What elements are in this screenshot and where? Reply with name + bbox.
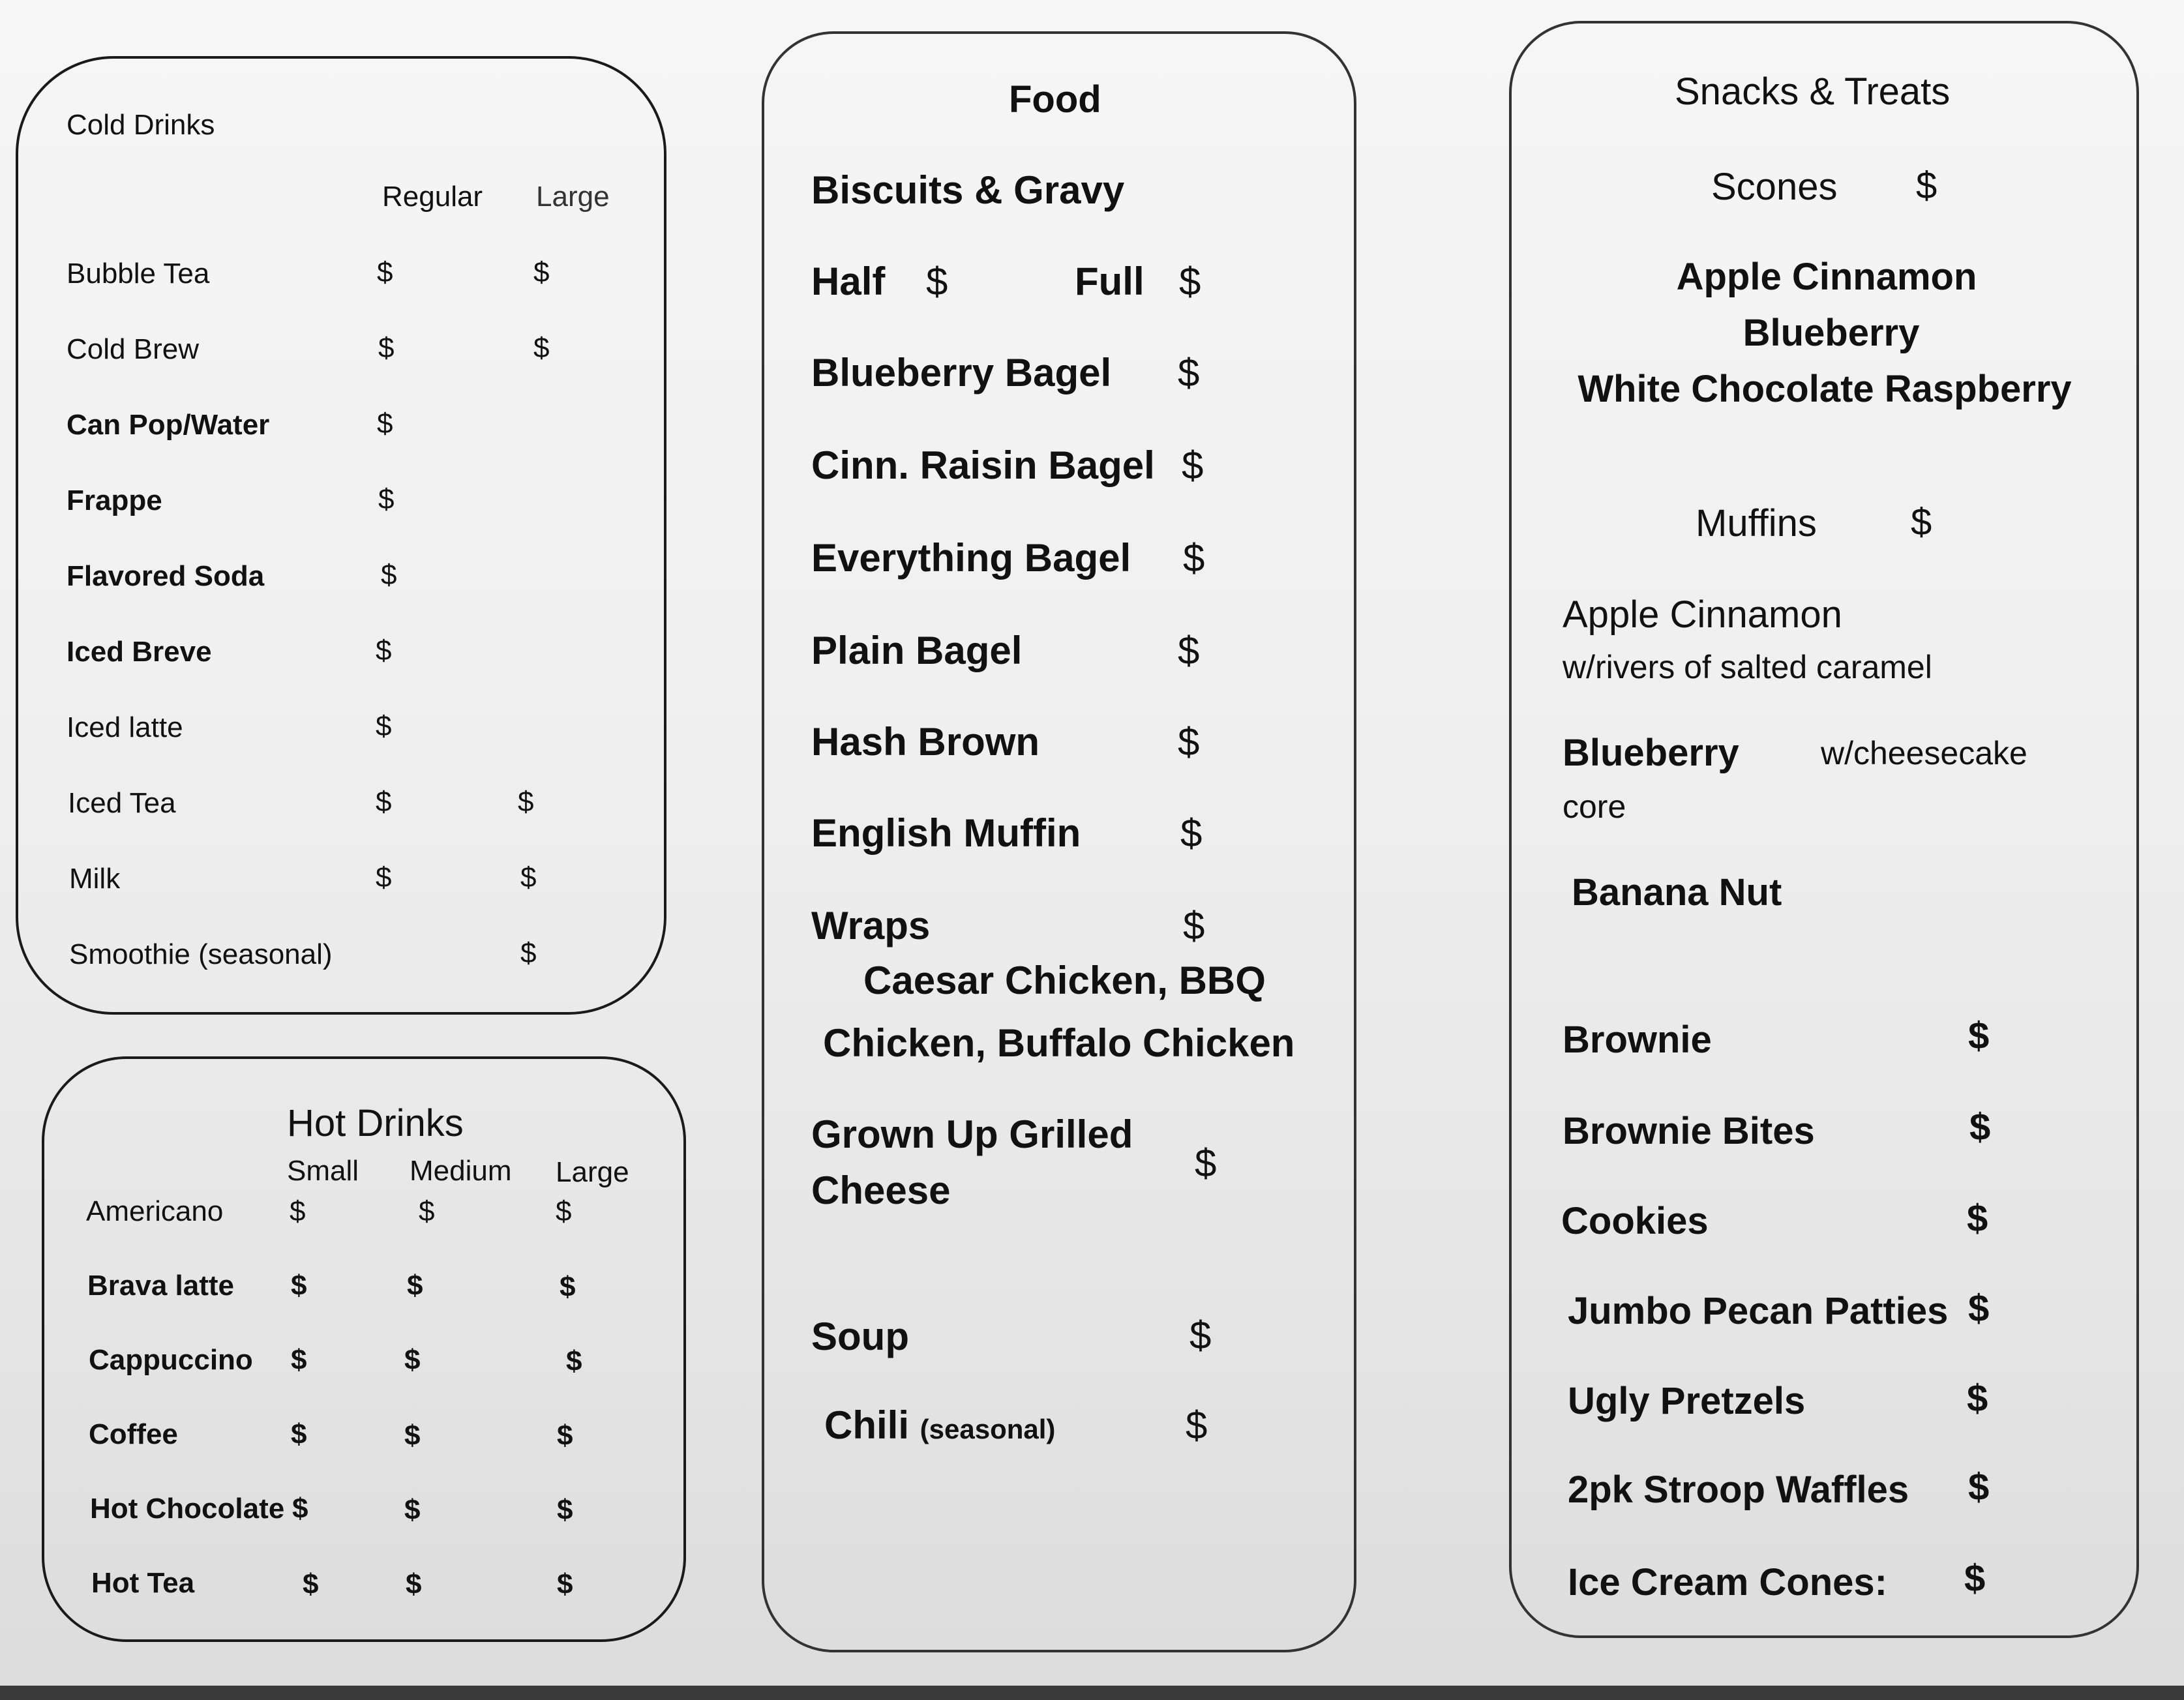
item-english-muffin: English Muffin: [811, 811, 1081, 855]
muffin-blueberry: Blueberry: [1563, 732, 1739, 774]
item-frappe: Frappe: [67, 485, 162, 516]
price-large: $: [520, 861, 537, 893]
col-header-large: Large: [556, 1156, 629, 1188]
price-small: $: [303, 1568, 319, 1600]
price-regular: $: [378, 483, 395, 515]
price-regular: $: [376, 710, 392, 742]
item-chili: [824, 1403, 1056, 1447]
price-regular: $: [376, 786, 392, 818]
item-americano: Americano: [86, 1195, 224, 1227]
biscuits-full-label: Full: [1075, 260, 1144, 303]
price-regular: $: [377, 256, 393, 288]
price: $: [1189, 1313, 1212, 1357]
price: $: [1911, 501, 1932, 543]
price: $: [1968, 1466, 1990, 1508]
price: $: [1178, 629, 1200, 672]
price: $: [1180, 811, 1203, 855]
item-cookies: Cookies: [1561, 1200, 1709, 1242]
price: $: [1968, 1287, 1990, 1330]
price: $: [1968, 1015, 1990, 1057]
item-hot-chocolate: Hot Chocolate: [90, 1493, 285, 1525]
food-panel: [762, 31, 1356, 1652]
muffin-apple-cinnamon: Apple Cinnamon: [1563, 593, 1842, 636]
item-jumbo-pecan-patties: Jumbo Pecan Patties: [1568, 1290, 1949, 1332]
item-hash-brown: Hash Brown: [811, 720, 1040, 764]
item-brownie-bites: Brownie Bites: [1563, 1110, 1815, 1152]
price-large: $: [518, 786, 534, 818]
item-flavored-soda: Flavored Soda: [67, 560, 265, 592]
item-everything-bagel: Everything Bagel: [811, 536, 1131, 580]
hot-drinks-title: Hot Drinks: [287, 1102, 464, 1144]
item-cinn-raisin-bagel: Cinn. Raisin Bagel: [811, 443, 1155, 487]
item-biscuits-gravy: Biscuits & Gravy: [811, 168, 1125, 212]
price: $: [1916, 164, 1937, 207]
price: $: [1186, 1403, 1208, 1447]
price-medium: $: [404, 1494, 421, 1526]
price: $: [1182, 443, 1204, 487]
cold-drinks-title: Cold Drinks: [67, 109, 215, 141]
price-large: $: [533, 332, 550, 364]
item-milk: Milk: [69, 863, 121, 895]
wraps-options-line1: Caesar Chicken, BBQ: [863, 959, 1266, 1002]
price: $: [1178, 351, 1200, 395]
item-iced-latte: Iced latte: [67, 711, 183, 743]
price-large: $: [566, 1345, 582, 1377]
snacks-treats-panel: [1509, 21, 2139, 1638]
price: $: [1967, 1197, 1988, 1240]
price-small: $: [291, 1344, 307, 1376]
muffin-apple-note: w/rivers of salted caramel: [1563, 649, 1932, 685]
cold-drinks-panel: [16, 56, 666, 1015]
item-coffee: Coffee: [89, 1418, 178, 1450]
muffin-banana-nut: Banana Nut: [1572, 871, 1782, 914]
biscuits-half-label: Half: [811, 260, 886, 303]
price: $: [1183, 536, 1205, 580]
item-brownie: Brownie: [1563, 1019, 1712, 1061]
price-medium: $: [404, 1344, 421, 1376]
price-large: $: [556, 1195, 572, 1227]
hot-drinks-panel: [42, 1056, 686, 1642]
price: $: [1967, 1377, 1988, 1420]
chili-name: Chili: [824, 1403, 909, 1447]
price: $: [1195, 1141, 1217, 1185]
scone-flavor: Blueberry: [1743, 312, 1920, 354]
price-medium: $: [406, 1568, 422, 1600]
price: $: [1183, 904, 1205, 947]
price-large: $: [533, 256, 550, 288]
item-ice-cream-cones: Ice Cream Cones:: [1568, 1561, 1887, 1603]
price: $: [1178, 720, 1200, 764]
chili-note: (seasonal): [920, 1414, 1056, 1444]
muffin-blueberry-note2: core: [1563, 788, 1626, 825]
item-can-pop-water: Can Pop/Water: [67, 409, 270, 441]
price-small: $: [290, 1195, 306, 1227]
price-large: $: [557, 1494, 573, 1526]
price-small: $: [291, 1418, 307, 1450]
price-regular: $: [376, 634, 392, 666]
item-wraps: Wraps: [811, 904, 931, 947]
item-ugly-pretzels: Ugly Pretzels: [1568, 1380, 1806, 1422]
item-soup: Soup: [811, 1315, 909, 1358]
price-regular: $: [378, 332, 395, 364]
snacks-title: Snacks & Treats: [1675, 70, 1951, 113]
price: $: [1969, 1106, 1991, 1148]
scone-flavor: Apple Cinnamon: [1676, 256, 1977, 298]
price: $: [1964, 1557, 1986, 1600]
wraps-options-line2: Chicken, Buffalo Chicken: [823, 1021, 1295, 1065]
item-grilled-cheese-line1: Grown Up Grilled: [811, 1112, 1133, 1156]
item-grilled-cheese-line2: Cheese: [811, 1169, 951, 1212]
price-small: $: [291, 1270, 307, 1302]
scone-flavor: White Chocolate Raspberry: [1578, 368, 2072, 410]
item-stroop-waffles: 2pk Stroop Waffles: [1568, 1469, 1909, 1511]
item-cold-brew: Cold Brew: [67, 333, 199, 365]
item-scones: Scones: [1711, 166, 1838, 208]
item-iced-tea: Iced Tea: [68, 787, 176, 819]
price-large: $: [557, 1568, 573, 1600]
price-large: $: [557, 1420, 573, 1452]
item-blueberry-bagel: Blueberry Bagel: [811, 351, 1112, 395]
item-iced-breve: Iced Breve: [67, 636, 212, 668]
price-large: $: [560, 1271, 576, 1303]
col-header-medium: Medium: [410, 1155, 512, 1187]
muffin-blueberry-note: w/cheesecake: [1821, 735, 2027, 771]
food-title: Food: [1009, 78, 1101, 121]
price-medium: $: [407, 1270, 423, 1302]
item-smoothie: Smoothie (seasonal): [69, 938, 333, 970]
desk-edge: [0, 1686, 2184, 1700]
biscuits-full-price: $: [1179, 260, 1201, 303]
price-regular: $: [376, 861, 392, 893]
item-brava-latte: Brava latte: [87, 1270, 235, 1302]
item-hot-tea: Hot Tea: [91, 1567, 195, 1599]
item-muffins: Muffins: [1696, 502, 1817, 544]
col-header-small: Small: [287, 1155, 359, 1187]
price-medium: $: [419, 1195, 435, 1227]
price-large: $: [520, 937, 537, 969]
col-header-large: Large: [536, 181, 610, 213]
item-bubble-tea: Bubble Tea: [67, 258, 210, 290]
price-regular: $: [377, 408, 393, 440]
item-plain-bagel: Plain Bagel: [811, 629, 1023, 672]
biscuits-half-price: $: [926, 260, 948, 303]
col-header-regular: Regular: [382, 181, 483, 213]
price-small: $: [292, 1493, 308, 1525]
price-medium: $: [404, 1420, 421, 1452]
item-cappuccino: Cappuccino: [89, 1344, 253, 1376]
price-regular: $: [381, 559, 397, 591]
